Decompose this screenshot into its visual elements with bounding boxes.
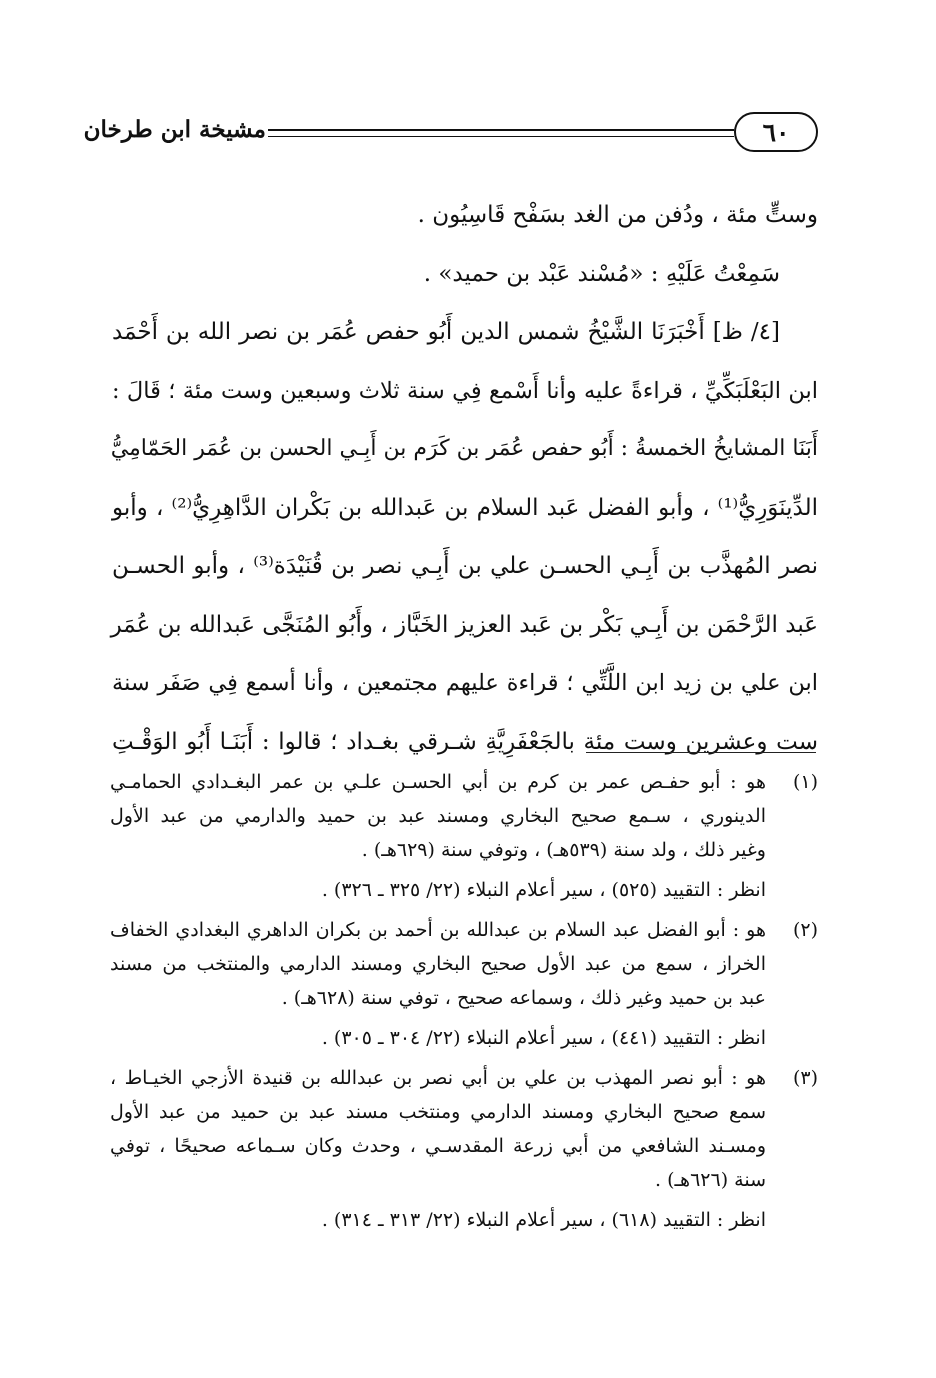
footnote-reference: انظر : التقييد (٤٤١) ، سير أعلام النبلاء (٢٢/ ٣٠٤ ـ ٣٠٥) .	[321, 1027, 766, 1049]
footnote	[110, 913, 818, 1055]
text-line: وستٍّ مئة ، ودُفن من الغد بسَفْح قَاسِيُون .	[417, 202, 818, 228]
footnote-reference: انظر : التقييد (٥٢٥) ، سير أعلام النبلاء (٢٢/ ٣٢٥ ـ ٣٢٦) .	[321, 879, 766, 901]
footnote-number: (٢)	[792, 919, 818, 941]
page-header	[83, 112, 818, 156]
text-line: أَبَنَا المشايخُ الخمسةُ : أَبُو حفص عُمَر بن كَرَم بن أَبِـي الحسن بن عُمَر الحَمّامِيُّ	[110, 436, 818, 461]
page-number: ٦٠	[734, 112, 818, 152]
text-line: نصر المُهذَّب بن أَبِـي الحسـن علي بن أَبِـي نصر بن قُنَيْدَة⁽³⁾ ، وأبو الحسـن	[112, 553, 818, 579]
book-title: مشيخة ابن طرخان	[83, 116, 266, 143]
footnote-line: سنة (٦٢٦هـ) .	[655, 1169, 766, 1191]
main-text	[112, 186, 818, 771]
footnote-line: الخراز ، سمع من عبد الأول صحيح البخاري ومسند الدارمي والمنتخب من مسند	[110, 953, 766, 975]
text-line: ابن علي بن زيد ابن اللَّتِّي ؛ قراءة عليهم مجتمعين ، وأنا أسمع فِي صَفَر سنة	[112, 670, 818, 696]
text-line: ست وعشرين وست مئة بالجَعْفَرِيَّةِ شـرقي بغـداد ؛ قالوا : أَبَنَـا أَبُو الوَقْـتِ	[112, 728, 818, 755]
footnote	[110, 1061, 818, 1237]
text-line: ابن البَعْلَبَكِّيِّ ، قراءةً عليه وأنا أَسْمع فِي سنة ثلاث وسبعين وست مئة ؛ قَالَ :	[112, 377, 818, 404]
footnote	[110, 765, 818, 907]
footnote-separator	[586, 752, 816, 753]
footnote-line: هو : أبو حفـص عمر بن كرم بن أبي الحسـن علـي بن عمر البغـدادي الحمامـي	[110, 771, 766, 793]
footnote-line: الدينوري ، سـمع صحيح البخاري ومسند عبد بن حميد والدارمي من عبد الأول	[110, 805, 766, 827]
text-line: الدِّينَوَرِيُّ⁽¹⁾ ، وأبو الفضل عَبد السلام بن عَبدالله بن بَكْران الدَّاهِرِيُّ⁽²⁾ ، وأبو	[112, 494, 818, 521]
footnote-number: (١)	[792, 771, 818, 793]
footnote-line: سمع صحيح البخاري ومسند الدارمي ومنتخب مسند عبد بن حميد من عبد الأول	[110, 1101, 766, 1123]
header-rule	[268, 129, 734, 137]
footnote-line: عبد بن حميد وغير ذلك ، وسماعه صحيح ، توفي سنة (٦٢٨هـ) .	[281, 987, 766, 1009]
text-line: سَمِعْتُ عَلَيْهِ : «مُسْند عَبْد بن حميد» .	[423, 260, 780, 287]
footnote-line: وغير ذلك ، ولد سنة (٥٣٩هـ) ، وتوفي سنة (٦٢٩هـ) .	[361, 839, 766, 861]
footnotes	[110, 765, 818, 1243]
text-line: عَبد الرَّحْمَن بن أَبِـي بَكْر بن عَبد العزيز الخَبَّاز ، وأَبُو المُنَجَّى عَبدالله بن عُمَر	[110, 611, 818, 638]
footnote-number: (٣)	[792, 1067, 818, 1089]
footnote-line: هو : أبو نصر المهذب بن علي بن أبي نصر بن عبدالله بن قنيدة الأزجي الخيـاط ،	[110, 1067, 766, 1089]
footnote-line: ومسـند الشافعي من أبي زرعة المقدسـي ، وحدث وكان سـماعه صحيحًا ، توفي	[110, 1135, 766, 1157]
footnote-line: هو : أبو الفضل عبد السلام بن عبدالله بن أحمد بن بكران الداهري البغدادي الخفاف	[110, 919, 766, 941]
footnote-reference: انظر : التقييد (٦١٨) ، سير أعلام النبلاء (٢٢/ ٣١٣ ـ ٣١٤) .	[321, 1209, 766, 1231]
text-line: [٤/ ظ] أَخْبَرَنَا الشَّيْخُ شمس الدين أَبُو حفص عُمَر بن نصر الله بن أَحْمَد	[112, 319, 780, 345]
